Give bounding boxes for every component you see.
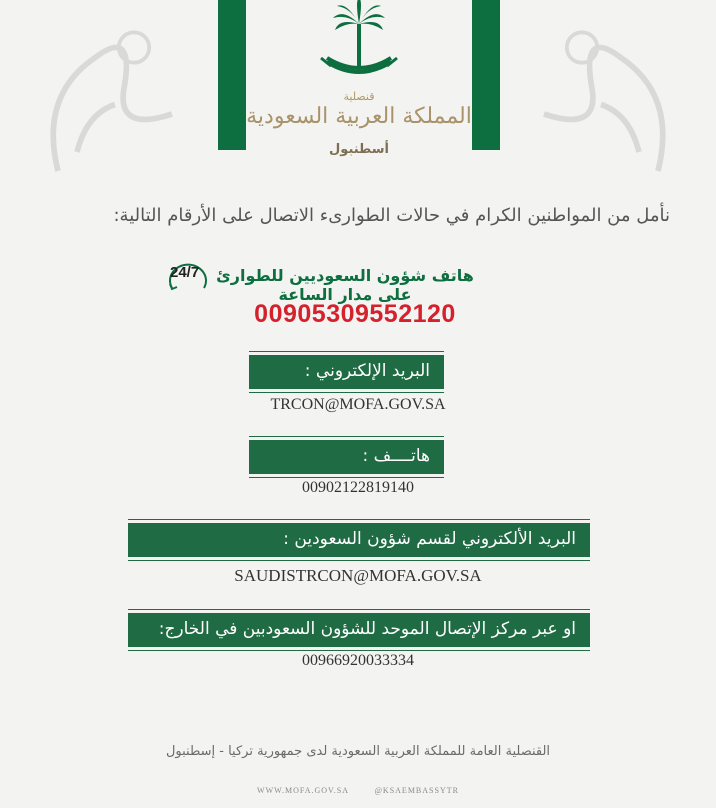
- website-link[interactable]: WWW.MOFA.GOV.SA: [257, 786, 349, 795]
- intro-text: نأمل من المواطنين الكرام في حالات الطوارىء الاتصال على الأرقام التالية:: [113, 205, 670, 226]
- ornament-decor-icon: [506, 0, 696, 190]
- hotline-label: هاتف شؤون السعوديين للطوارئ على مدار الساعة: [216, 266, 474, 304]
- consulate-logo: [246, 0, 472, 175]
- footer-text: القنصلية العامة للمملكة العربية السعودية لدى جمهورية تركيا - إسطنبول: [165, 744, 551, 759]
- phone-number[interactable]: 00902122819140: [302, 479, 414, 496]
- badge-24-7-text: 24/7: [170, 264, 200, 281]
- ornament-decor-icon: [20, 0, 210, 190]
- unified-center-label: او عبر مركز الإتصال الموحد للشؤون السعودبين في الخارج:: [128, 613, 590, 647]
- email-link[interactable]: TRCON@MOFA.GOV.SA: [270, 396, 446, 413]
- unified-center-number[interactable]: 00966920033334: [302, 652, 414, 669]
- palm-swords-emblem-icon: [246, 0, 472, 88]
- kingdom-name: المملكة العربية السعودية: [246, 104, 472, 129]
- header-green-bar-left: [218, 0, 246, 150]
- phone-label: هاتــــف :: [249, 440, 444, 474]
- hotline-number[interactable]: 00905309552120: [254, 300, 456, 328]
- header-green-bar-right: [472, 0, 500, 150]
- saudi-affairs-email-link[interactable]: SAUDISTRCON@MOFA.GOV.SA: [234, 566, 482, 585]
- saudi-affairs-email-label: البريد الألكتروني لقسم شؤون السعودين :: [128, 523, 590, 557]
- social-handle[interactable]: @KSAEMBASSYTR: [374, 786, 459, 795]
- consulate-word: قنصلية: [343, 90, 375, 103]
- city-name: أسطنبول: [329, 142, 389, 157]
- email-label: البريد الإلكتروني :: [249, 355, 444, 389]
- footer-links: [0, 786, 716, 795]
